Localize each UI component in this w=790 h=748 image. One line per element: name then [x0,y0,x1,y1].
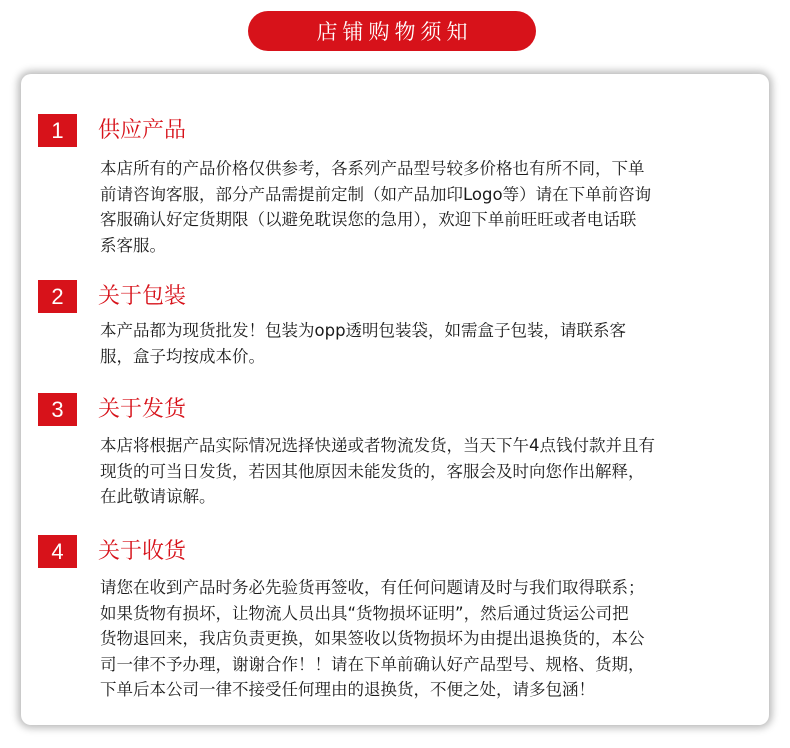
section-body-line: 服，盒子均按成本价。 [100,346,265,366]
section-body-line: 本产品都为现货批发！包装为opp透明包装袋，如需盒子包装，请联系客 [100,321,627,340]
section-body-line: 本店将根据产品实际情况选择快递或者物流发货，当天下午4点钱付款并且有 [100,436,655,455]
section-title: 关于包装 [98,284,187,309]
section-body-line: 请您在收到产品时务必先验货再签收，有任何问题请及时与我们取得联系； [100,578,645,597]
header-banner [248,11,536,51]
section-number-badge: 3 [38,393,77,426]
section-body-line: 在此敬请谅解。 [100,487,216,506]
section-number-badge: 4 [38,535,77,568]
section-body-line: 货物退回来，我店负责更换，如果签收以货物损坏为由提出退换货的，本公 [100,629,645,648]
page-title: 店铺购物须知 [316,20,473,44]
section-body [100,575,745,703]
section-title: 供应产品 [98,118,187,143]
section-body-line: 前请咨询客服，部分产品需提前定制（如产品加印Logo等）请在下单前咨询 [100,184,652,204]
section-number-badge: 2 [38,280,77,313]
section-body-line: 下单后本公司一律不接受任何理由的退换货，不便之处，请多包涵！ [100,680,595,699]
section-body-line: 系客服。 [100,235,166,255]
section-body-line: 如果货物有损坏，让物流人员出具“货物损坏证明”，然后通过货运公司把 [100,603,629,623]
section-body-line: 客服确认好定货期限（以避免耽误您的急用），欢迎下单前旺旺或者电话联 [100,210,637,229]
section-number-badge: 1 [38,114,77,147]
section-body [100,318,745,369]
notice-card [21,74,769,725]
section-body [100,433,745,510]
section-body-line: 司一律不予办理，谢谢合作！！请在下单前确认好产品型号、规格、货期， [100,654,645,674]
section-title: 关于发货 [98,397,187,422]
section-body-line: 现货的可当日发货，若因其他原因未能发货的，客服会及时向您作出解释， [100,461,645,481]
section-body-line: 本店所有的产品价格仅供参考，各系列产品型号较多价格也有所不同，下单 [100,159,645,178]
section-title: 关于收货 [98,539,187,564]
section-body [100,156,745,258]
